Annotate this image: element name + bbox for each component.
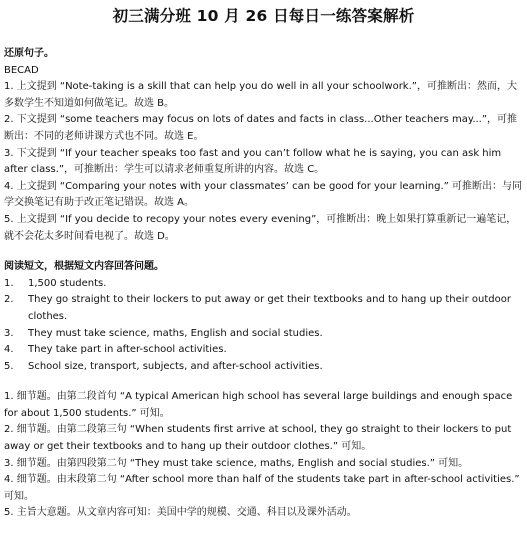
section-restore-sentences bbox=[4, 46, 523, 245]
section1-answer-key: BECAD bbox=[4, 64, 39, 76]
item-text: 1,500 students. bbox=[28, 277, 107, 289]
section2-heading: 阅读短文，根据短文内容回答问题。 bbox=[4, 261, 164, 273]
item-number: 1. bbox=[4, 277, 14, 289]
section1-explanation-1: 1. 上文提到 “Note-taking is a skill that can help you do well in all your schoolwork.”，可推断出：然而，大多数学生不知道如何做笔记。故选 B。 bbox=[4, 81, 517, 109]
section2-explanation-3: 3. 细节题。由第四段第二句 “They must take science, maths, English and social studies.” 可知。 bbox=[4, 457, 469, 469]
item-number: 2. bbox=[4, 294, 14, 306]
item-text: They go straight to their lockers to put away or get their textbooks and to hang up their outdoor clothes. bbox=[28, 294, 511, 322]
section1-explanation-3: 3. 下文提到 “If your teacher speaks too fast and you can’t follow what he is saying, you can ask him after class.”，可推断出：学生可以请求老师重复所讲的内容。故选 C。 bbox=[4, 147, 502, 176]
item-number: 3. bbox=[4, 327, 14, 339]
section1-explanation-4: 4. 上文提到 “Comparing your notes with your classmates’ can be good for your learning.” 可推断出：与同学交换笔记有助于改正笔记错误。故选 A。 bbox=[4, 180, 522, 209]
item-number: 5. bbox=[4, 360, 14, 372]
list-item bbox=[4, 342, 523, 359]
page-title: 初三满分班 10 月 26 日每日一练答案解析 bbox=[112, 7, 415, 25]
item-number: 4. bbox=[4, 344, 14, 356]
section2-answer-list bbox=[4, 276, 523, 376]
section2-explanation-5: 5. 主旨大意题。从文章内容可知：美国中学的规模、交通、科目以及课外活动。 bbox=[4, 507, 357, 519]
item-text: They take part in after-school activities. bbox=[28, 344, 227, 356]
list-item bbox=[4, 359, 523, 376]
section-reading-questions bbox=[4, 259, 523, 522]
list-item bbox=[4, 292, 523, 325]
section2-explanation-2: 2. 细节题。由第二段第三句 “When students first arrive at school, they go straight to their lockers to put away or get their textbooks and to hang up their outdoor clothes.” 可知。 bbox=[4, 424, 512, 453]
section1-heading: 还原句子。 bbox=[4, 48, 54, 59]
item-text: They must take science, maths, English and social studies. bbox=[28, 327, 323, 339]
section2-explanation-1: 1. 细节题。由第二段首句 “A typical American high school has several large buildings and enough space for about 1,500 students.” 可知。 bbox=[4, 391, 513, 419]
section1-explanation-5: 5. 上文提到 “If you decide to recopy your notes every evening”，可推断出：晚上如果打算重新记一遍笔记，就不会花太多时间看电视了。故选 D。 bbox=[4, 213, 517, 242]
list-item bbox=[4, 276, 523, 293]
item-text: School size, transport, subjects, and after-school activities. bbox=[28, 360, 323, 372]
section1-explanation-2: 2. 下文提到 “some teachers may focus on lots of dates and facts in class...Other teachers may...”，可推断出：不同的老师讲课方式也不同。故选 E。 bbox=[4, 114, 518, 142]
list-item bbox=[4, 326, 523, 343]
section2-explanation-4: 4. 细节题。由末段第二句 “After school more than half of the students take part in after-school activities.” 可知。 bbox=[4, 474, 520, 502]
